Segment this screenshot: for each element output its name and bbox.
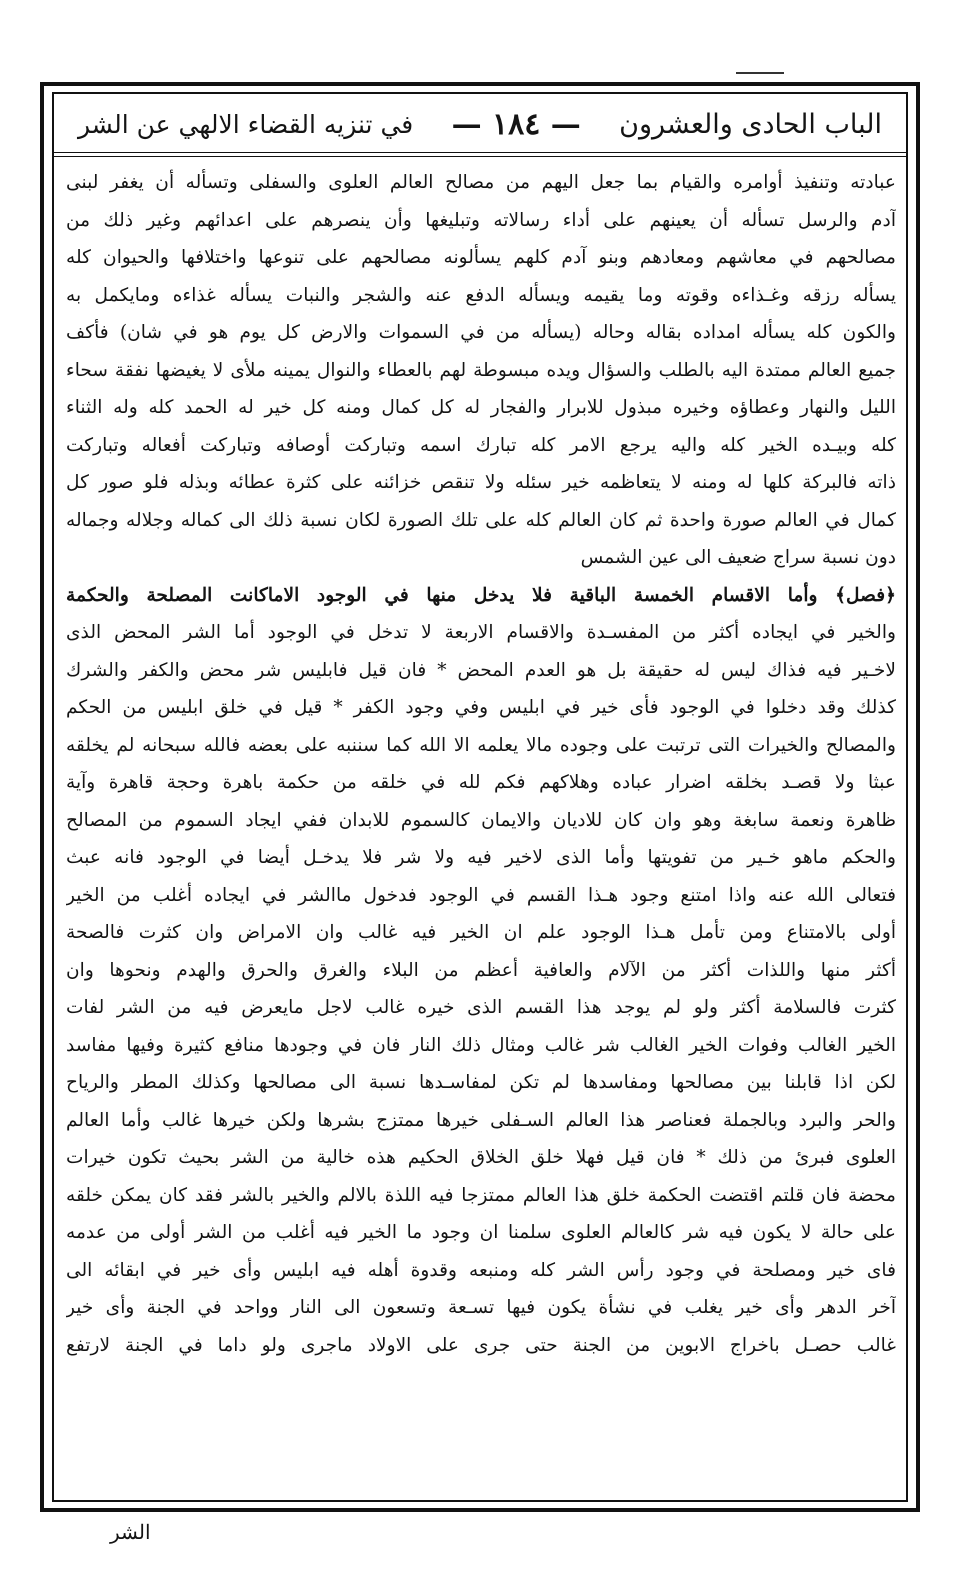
page-number: — ١٨٤ —	[451, 106, 581, 142]
catchword: الشر	[110, 1520, 151, 1544]
text-line: فاى خير ومصلحة في وجود رأس الشر كله ومنبعه وقدوة أهله فيه ابليس وأى خير في ابقائه الى	[66, 1259, 896, 1281]
text-line: أولى بالامتناع ومن تأمل هـذا الوجود علم ان الخير فيه غالب وان الامراض وان كثرت فالصحة	[66, 922, 896, 943]
text-line: آدم والرسل تسأله أن يعينهم على أداء رسالاته وتبليغها وأن ينصرهم على اعدائهم وغير ذلك من	[66, 209, 896, 231]
text-line: والحر والبرد وبالجملة فعناصر هذا العالم السـفلى خيرها ممتزج بشرها ولكن خيرها غالب وأما العالم	[66, 1109, 896, 1131]
top-margin-mark	[736, 64, 784, 74]
text-line: ذاته فالبركة كلها له ومنه لا يتعاظمه خير سئله ولا تنقص خزائنه على كثرة عطائه وبذله فلو صور كل	[66, 472, 896, 493]
header-divider	[54, 152, 906, 157]
text-line: لكن اذا قابلنا بين مصالحها ومفاسدها لم تكن لمفاسـدها نسبة الى مصالحها وكذلك المطر والرياح	[66, 1072, 896, 1093]
text-line: مصالحهم في معاشهم ومعادهم وبنو آدم كلهم يسألونه مصالحهم على تنوعها واختلافها والحيوان كله	[66, 247, 896, 268]
text-line: والخير في ايجاده أكثر من المفسـدة والاقسام الاربعة لا تدخل في الوجود أما الشر المحض الذى	[66, 622, 896, 643]
text-line: فتعالى الله عنه واذا امتنع وجود هـذا القسم في الوجود فدخول ماالشر في ايجاده أغلب من الخير	[66, 884, 896, 906]
text-line: على حالة لا يكون فيه شر كالعالم العلوى سلمنا ان وجود ما الخير فيه أغلب من الشر أولى من عدمه	[66, 1222, 896, 1243]
text-line: ظاهرة ونعمة سابغة وهو وان كان للاديان والايمان كالسموم للابدان ففي ايجاد السموم من المصالح	[66, 809, 896, 831]
text-line: أكثر منها واللذات أكثر من الآلام والعافية أعظم من البلاء والغرق والحرق والهدم ونحوها وان	[66, 959, 896, 981]
text-line: لاخـير فيه فذاك ليس له حقيقة بل هو العدم المحض * فان قيل فابليس شر محض والكفر والشرك	[66, 659, 896, 681]
running-header	[54, 94, 906, 154]
section-topic: في تنزيه القضاء الالهي عن الشر	[78, 109, 414, 139]
text-line: كثرت فالسلامة أكثر ولو لم يوجد هذا القسم الذى خيره غالب لاجل مايعرض فيه من الشر لفات	[66, 997, 896, 1018]
text-line-paragraph-end: دون نسبة سراج ضعيف الى عين الشمس	[580, 547, 896, 568]
text-line: والكون كله يسأله امداده بقاله وحاله (يسأله من في السموات والارض كل يوم هو في شان) فأكف	[66, 322, 896, 343]
text-line: غالب حصـل باخراج الابوين من الجنة حتى جرى على الاولاد ماجرى ولو داما في الجنة لارتفع	[66, 1334, 896, 1356]
text-line: عبثا ولا قصـد بخلقه اضرار عباده وهلاكهم فكم لله في خلقه من حكمة باهرة وحجة قاهرة وآية	[66, 772, 896, 793]
text-line: كمال في العالم صورة واحدة ثم كان العالم كله على تلك الصورة لكان نسبة ذلك الى كماله وجلاله وجماله	[66, 509, 896, 531]
text-line: عبادته وتنفيذ أوامره والقيام بما جعل اليهم من مصالح العالم العلوى والسفلى وتسأله أن يغفر لبنى	[66, 172, 896, 193]
text-line: محضة فان قلتم اقتضت الحكمة خلق هذا العالم ممتزجا فيه اللذة بالالم والخير بالشر فقد كان يمكن خلقه	[66, 1184, 896, 1206]
text-line: آخر الدهر وأى خير يغلب في نشأة يكون فيها تسـعة وتسعون الى النار وواحد في الجنة وأى خير	[66, 1297, 896, 1318]
text-line: كله وبيـده الخير كله واليه يرجع الامر كله تبارك اسمه وتباركت أوصافه وتباركت أفعاله وتباركت	[66, 434, 896, 456]
text-line: جميع العالم ممتدة اليه بالطلب والسؤال ويده مبسوطة لهم بالعطاء والنوال يمينه ملأى لا يغيضها نفقة سحاء	[66, 359, 896, 381]
text-line: كذلك وقد دخلوا في الوجود فأى خير في ابليس وفي وجود الكفر * قيل في خلق ابليس من الحكم	[66, 697, 896, 718]
text-line: يسأله رزقه وغـذاءه وقوته وما يقيمه ويسأله الدفع عنه والشجر والنبات يسأله غذاءه ومايكمل به	[66, 284, 896, 306]
text-line: الخير الغالب وفوات الخير الغالب شر غالب ومثال ذلك النار فان في وجودها منافع كثيرة وفيها مفاسد	[66, 1034, 896, 1056]
text-line: والمصالح والخيرات التى ترتبت على وجوده مالا يعلمه الا الله كما سننبه على بعضه فالله سبحانه لم يخلقه	[66, 734, 896, 756]
text-line: الليل والنهار وعطاؤه وخيره مبذول للابرار والفجار له كل كمال ومنه كل خير له الحمد كله وله الثناء	[66, 397, 896, 418]
chapter-title: الباب الحادى والعشرون	[619, 108, 882, 140]
text-line: العلوى فبرئ من ذلك * فان قيل فهلا خلق الخلاق الحكيم هذه خالية من الشر بحيث تكون خيرات	[66, 1147, 896, 1168]
main-text-block	[66, 164, 896, 1494]
section-heading-line: ﴿فصل﴾ وأما الاقسام الخمسة الباقية فلا يدخل منها في الوجود الاماكانت المصلحة والحكمة	[66, 584, 896, 606]
text-line: والحكم ماهو خـير من تفويتها وأما الذى لاخير فيه ولا شر فلا يدخـل أيضا في الوجود فانه عبث	[66, 847, 896, 868]
